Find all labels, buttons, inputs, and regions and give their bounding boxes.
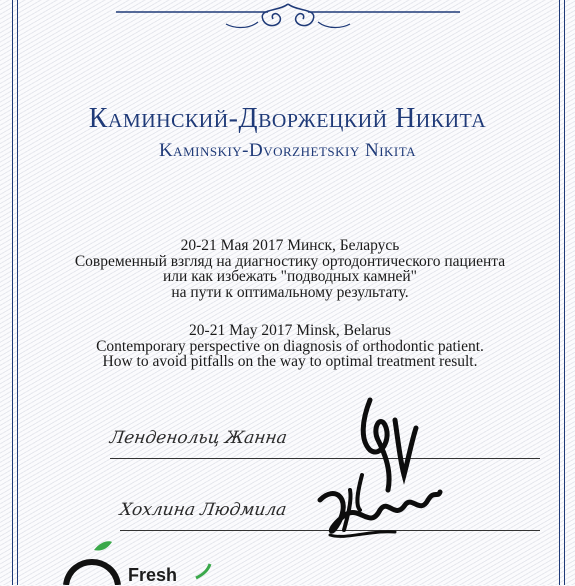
event-title-ru-line3: на пути к оптимальному результату. xyxy=(171,283,409,301)
event-date-place-en: 20-21 May 2017 Minsk, Belarus xyxy=(189,322,391,339)
signatory-name-1: Ленденольц Жанна xyxy=(108,428,289,448)
recipient-name-en: Kaminskiy-Dvorzhetskiy Nikita xyxy=(158,140,417,161)
event-info-ru xyxy=(30,238,550,300)
signatory-name-2: Хохлина Людмила xyxy=(118,500,288,520)
event-date-place-ru: 20-21 Мая 2017 Минск, Беларусь xyxy=(180,237,400,254)
event-title-ru-line2: или как избежать "подводных камней" xyxy=(163,268,417,285)
event-title-en-line2: How to avoid pitfalls on the way to optimal treatment result. xyxy=(102,353,478,370)
event-title-en-line1: Contemporary perspective on diagnosis of orthodontic patient. xyxy=(96,337,484,355)
ornament-flourish xyxy=(108,0,468,40)
logo-text: Fresh xyxy=(128,565,178,585)
recipient-name-ru: Каминский-Дворжецкий Никита xyxy=(88,103,487,134)
border-right xyxy=(559,0,565,585)
handwritten-signature xyxy=(300,380,460,580)
border-left xyxy=(12,0,18,585)
event-title-ru-line1: Современный взгляд на диагностику ортодонтического пациента xyxy=(74,252,506,270)
event-info-en xyxy=(30,323,550,370)
